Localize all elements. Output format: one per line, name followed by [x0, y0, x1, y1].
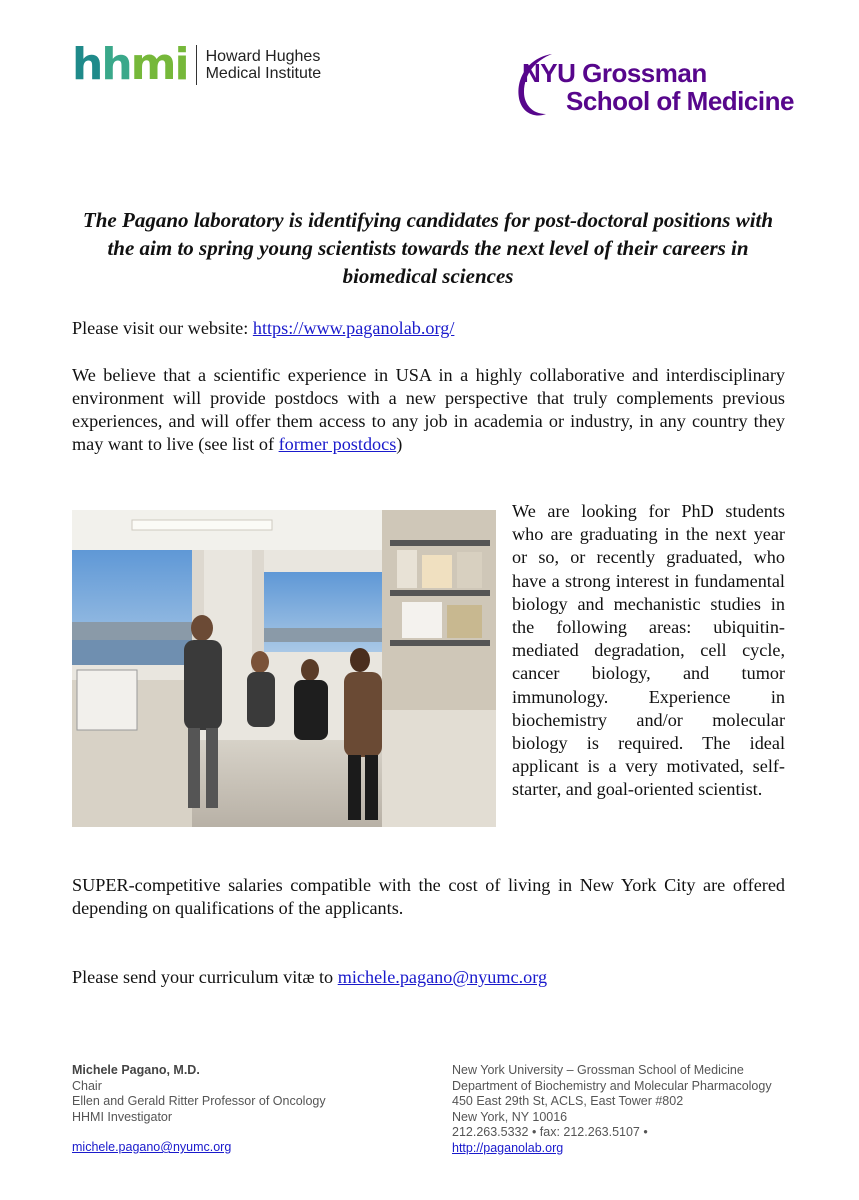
- intro-paragraph: [72, 364, 785, 456]
- footer-department: Department of Biochemistry and Molecular Pharmacology: [452, 1078, 772, 1093]
- footer-title-chair: Chair: [72, 1078, 102, 1093]
- requirements-paragraph: We are looking for PhD students who are graduating in the next year or so, or recently graduated, who have a strong interest in fundamental biology and mechanistic studies in the following areas: ubiquitin-mediated degradation, cell cycle, cancer biology, and tumor immunology. Experience in biochemistry and/or molecular biology is required. The ideal applicant is a very motivated, self-starter, and goal-oriented scientist.: [512, 501, 785, 800]
- hhmi-logo-mark: hhmi: [72, 39, 188, 90]
- footer-email-link[interactable]: michele.pagano@nyumc.org: [72, 1140, 232, 1154]
- headline: The Pagano laboratory is identifying candidates for post-doctoral positions with the aim to spring young scientists towards the next level of their careers in biomedical sciences: [82, 208, 774, 288]
- footer-right: [452, 1063, 772, 1156]
- hhmi-logo: [72, 39, 322, 90]
- footer-name: Michele Pagano, M.D.: [72, 1063, 200, 1077]
- website-line: [72, 317, 785, 340]
- footer-left: [72, 1063, 326, 1156]
- nyu-logo-line1: NYU Grossman: [522, 58, 707, 88]
- hhmi-logo-line1: Howard Hughes: [205, 48, 321, 65]
- contact-email-link[interactable]: michele.pagano@nyumc.org: [337, 967, 548, 987]
- intro-text: We believe that a scientific experience in USA in a highly collaborative and interdisciplinary environment will provide postdocs with a new perspective that truly complements previous experiences, and will offer them access to any job in academia or industry, in any country they may want to live (see list of: [72, 365, 785, 454]
- website-prefix: Please visit our website:: [72, 318, 253, 338]
- nyu-logo-line2: School of Medicine: [566, 86, 794, 116]
- hhmi-logo-text: [206, 48, 322, 82]
- salary-paragraph: SUPER-competitive salaries compatible with the cost of living in New York City are offered depending on qualifications of the applicants.: [72, 875, 785, 918]
- former-postdocs-link[interactable]: former postdocs: [278, 434, 397, 454]
- footer-address: 450 East 29th St, ACLS, East Tower #802: [452, 1094, 684, 1108]
- footer-city: New York, NY 10016: [452, 1109, 568, 1124]
- contact-line: [72, 966, 785, 989]
- footer-university: New York University – Grossman School of Medicine: [452, 1063, 744, 1077]
- lab-photo-image: [72, 510, 496, 827]
- contact-prefix: Please send your curriculum vitæ to: [72, 967, 338, 987]
- lab-photo: [72, 510, 496, 827]
- website-link[interactable]: https://www.paganolab.org/: [252, 318, 455, 338]
- hhmi-logo-divider: [196, 45, 197, 85]
- intro-suffix: ): [396, 434, 403, 454]
- footer-phone: 212.263.5332 • fax: 212.263.5107 •: [452, 1125, 648, 1139]
- footer-title-professor: Ellen and Gerald Ritter Professor of Oncology: [72, 1094, 326, 1108]
- nyu-logo: [512, 48, 792, 120]
- footer-title-hhmi: HHMI Investigator: [72, 1109, 173, 1124]
- hhmi-logo-line2: Medical Institute: [205, 65, 322, 82]
- footer-website-link[interactable]: http://paganolab.org: [452, 1140, 564, 1155]
